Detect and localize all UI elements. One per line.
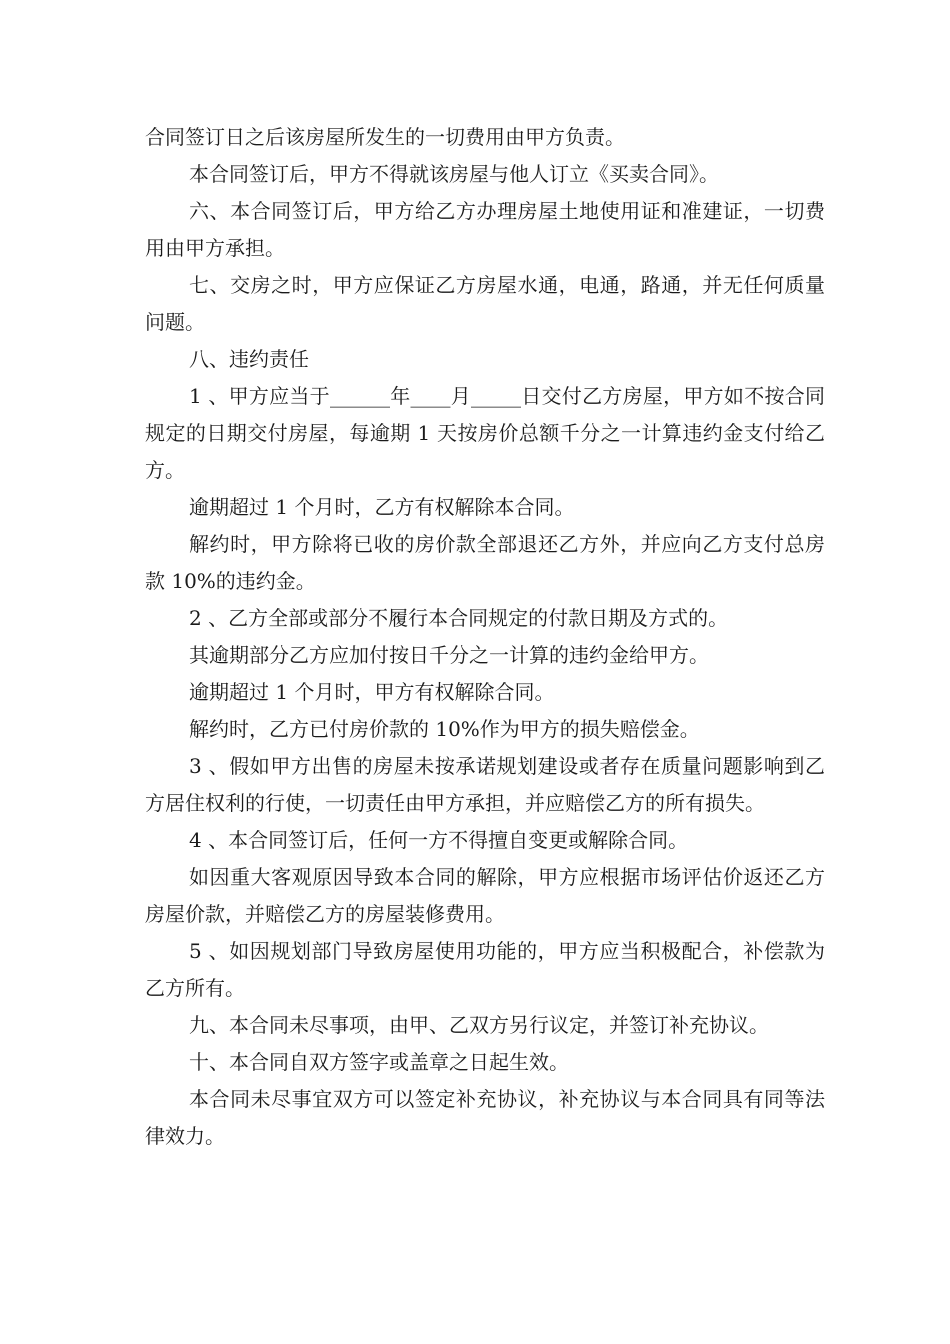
paragraph: 本合同签订后，甲方不得就该房屋与他人订立《买卖合同》。 xyxy=(189,162,719,186)
paragraph: 解约时，乙方已付房价款的 10%作为甲方的损失赔偿金。 xyxy=(189,717,700,741)
paragraph: 解约时，甲方除将已收的房价款全部退还乙方外，并应向乙方支付总房款 10%的违约金。 xyxy=(145,532,825,593)
paragraph: 逾期超过 1 个月时，乙方有权解除本合同。 xyxy=(189,495,575,519)
paragraph: 5 、如因规划部门导致房屋使用功能的，甲方应当积极配合，补偿款为乙方所有。 xyxy=(145,939,825,1000)
paragraph: 十、本合同自双方签字或盖章之日起生效。 xyxy=(189,1050,569,1074)
paragraph: 3 、假如甲方出售的房屋未按承诺规划建设或者存在质量问题影响到乙方居住权利的行使，一切责任由甲方承担，并应赔偿乙方的所有损失。 xyxy=(145,754,825,815)
paragraph: 1 、甲方应当于______年____月_____日交付乙方房屋，甲方如不按合同规定的日期交付房屋，每逾期 1 天按房价总额千分之一计算违约金支付给乙方。 xyxy=(145,384,825,482)
paragraph: 七、交房之时，甲方应保证乙方房屋水通，电通，路通，并无任何质量问题。 xyxy=(145,273,825,334)
paragraph: 合同签订日之后该房屋所发生的一切费用由甲方负责。 xyxy=(145,125,625,149)
paragraph: 其逾期部分乙方应加付按日千分之一计算的违约金给甲方。 xyxy=(189,643,709,667)
paragraph: 逾期超过 1 个月时，甲方有权解除合同。 xyxy=(189,680,555,704)
paragraph: 2 、乙方全部或部分不履行本合同规定的付款日期及方式的。 xyxy=(189,606,729,630)
paragraph: 如因重大客观原因导致本合同的解除，甲方应根据市场评估价返还乙方房屋价款，并赔偿乙方的房屋装修费用。 xyxy=(145,865,825,926)
paragraph: 本合同未尽事宜双方可以签定补充协议，补充协议与本合同具有同等法律效力。 xyxy=(145,1087,825,1148)
paragraph: 六、本合同签订后，甲方给乙方办理房屋土地使用证和准建证，一切费用由甲方承担。 xyxy=(145,199,825,260)
paragraph: 4 、本合同签订后，任何一方不得擅自变更或解除合同。 xyxy=(189,828,689,852)
paragraph: 九、本合同未尽事项，由甲、乙双方另行议定，并签订补充协议。 xyxy=(189,1013,769,1037)
document-body xyxy=(145,119,825,1155)
section-heading: 八、违约责任 xyxy=(189,347,309,371)
